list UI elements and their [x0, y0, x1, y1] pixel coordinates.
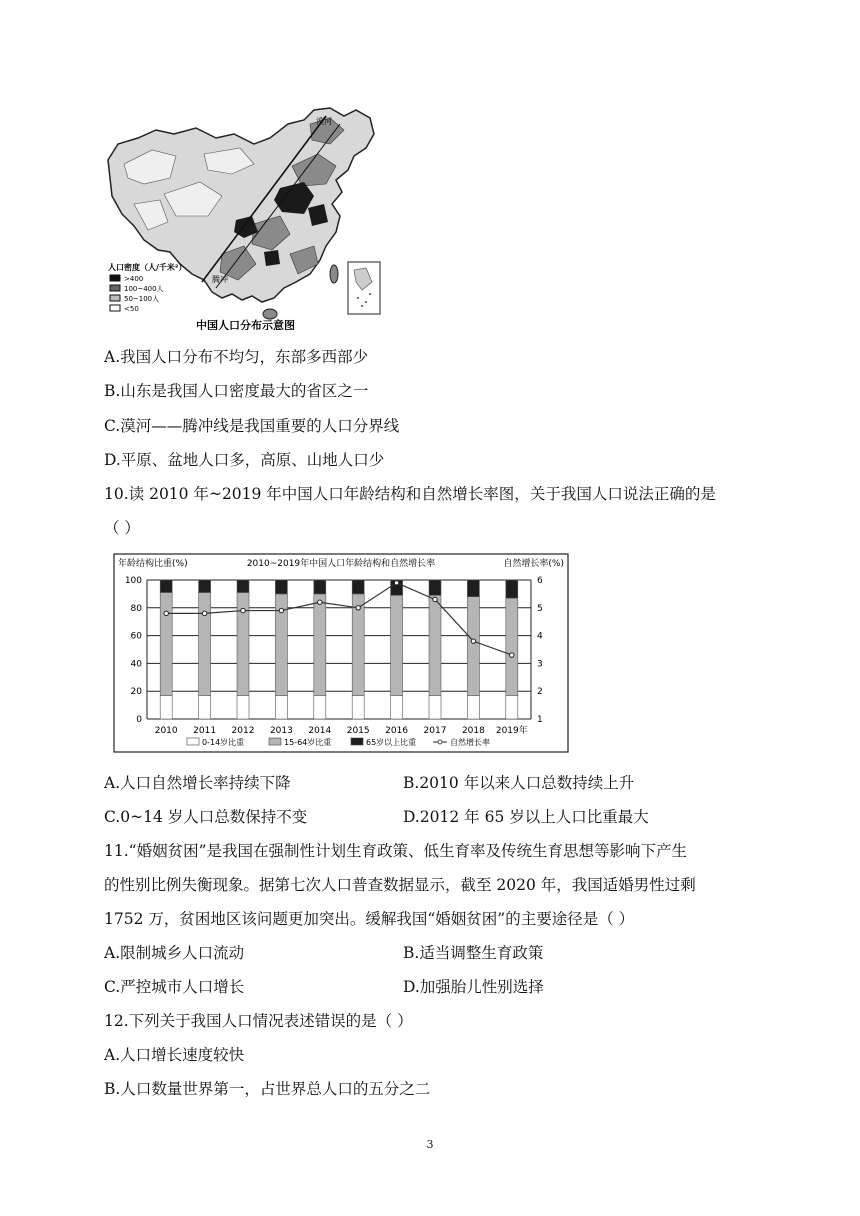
bar-segment [506, 598, 518, 695]
legend-item-3: 50~100人 [124, 295, 160, 303]
chart-frame [114, 554, 568, 752]
bar-segment [314, 594, 326, 695]
map-caption: 中国人口分布示意图 [196, 319, 295, 330]
bar-segment [160, 580, 172, 593]
bar-segment [467, 597, 479, 696]
legend-swatch [351, 738, 363, 745]
q11-option-c: C.严控城市人口增长 [104, 978, 245, 996]
y-tick-left: 80 [130, 603, 142, 614]
bar-segment [352, 580, 364, 594]
y-tick-left: 40 [130, 659, 142, 670]
legend-label: 自然增长率 [450, 738, 490, 747]
age-structure-chart [113, 553, 569, 753]
y-tick-left: 60 [130, 631, 142, 642]
x-tick-label: 2011 [193, 726, 217, 736]
bar-segment [429, 580, 441, 595]
growth-rate-point [164, 611, 168, 615]
q11-stem-line1: 11.“婚姻贫困”是我国在强制性计划生育政策、低生育率及传统生育思想等影响下产生 [104, 842, 688, 860]
q10-option-b: B.2010 年以来人口总数持续上升 [403, 774, 635, 792]
label-tengchong: 腾冲 [212, 275, 228, 284]
x-tick-label: 2014 [308, 726, 332, 736]
page-number: 3 [426, 1138, 434, 1151]
y-tick-left: 20 [130, 687, 142, 698]
growth-rate-point [356, 606, 360, 610]
legend-label: 15-64岁比重 [284, 738, 332, 747]
q9-option-b: B.山东是我国人口密度最大的省区之一 [104, 382, 369, 400]
growth-rate-point [510, 653, 514, 657]
bar-segment [391, 695, 403, 719]
bar-segment [467, 695, 479, 719]
legend-item-4: <50 [124, 305, 139, 313]
legend-title: 人口密度（人/千米²） [108, 263, 187, 272]
q10-option-d: D.2012 年 65 岁以上人口比重最大 [403, 808, 649, 826]
growth-rate-point [471, 639, 475, 643]
bar-segment [160, 695, 172, 719]
q11-stem-line3: 1752 万，贫困地区该问题更加突出。缓解我国“婚姻贫困”的主要途径是（ ） [104, 910, 635, 928]
x-tick-label: 2013 [269, 726, 293, 736]
bar-segment [199, 695, 211, 719]
q10-stem-line1: 10.读 2010 年~2019 年中国人口年龄结构和自然增长率图，关于我国人口说法正确的是 [104, 485, 716, 503]
bar-segment [391, 595, 403, 695]
bar-segment [199, 593, 211, 696]
y-tick-right: 1 [537, 715, 543, 725]
y-axis-right-label: 自然增长率(%) [503, 559, 564, 569]
growth-rate-point [318, 600, 322, 604]
bar-segment [275, 580, 287, 594]
q10-stem-line2: （ ） [104, 519, 140, 537]
china-population-map [104, 104, 386, 330]
legend-swatch-4 [110, 305, 120, 311]
q9-option-c: C.漠河——腾冲线是我国重要的人口分界线 [104, 417, 400, 435]
bar-segment [160, 593, 172, 696]
q11-stem-line2: 的性别比例失衡现象。据第七次人口普查数据显示，截至 2020 年，我国适婚男性过剩 [104, 876, 696, 894]
growth-rate-point [279, 608, 283, 612]
y-axis-left-label: 年龄结构比重(%) [118, 559, 188, 569]
x-tick-label: 2016 [385, 726, 409, 736]
q10-option-c: C.0~14 岁人口总数保持不变 [104, 808, 308, 826]
x-tick-label: 2017 [423, 726, 447, 736]
bar-segment [199, 580, 211, 593]
legend-marker [438, 740, 442, 744]
bar-segment [506, 580, 518, 598]
q11-option-a: A.限制城乡人口流动 [104, 944, 245, 962]
bar-segment [237, 695, 249, 719]
growth-rate-point [394, 581, 398, 585]
bar-segment [275, 695, 287, 719]
q12-option-b: B.人口数量世界第一，占世界总人口的五分之二 [104, 1080, 431, 1098]
y-tick-left: 100 [124, 576, 142, 586]
y-tick-right: 2 [537, 687, 543, 698]
x-tick-label: 2018 [461, 726, 485, 736]
q11-option-b: B.适当调整生育政策 [403, 944, 544, 962]
legend-swatch-2 [110, 285, 120, 291]
legend-item-2: 100~400人 [124, 285, 164, 293]
bar-segment [314, 695, 326, 719]
q9-option-a: A.我国人口分布不均匀，东部多西部少 [104, 348, 369, 366]
legend-item-1: >400 [124, 275, 144, 283]
y-tick-left: 0 [136, 715, 142, 725]
bar-segment [506, 695, 518, 719]
chart-title: 2010~2019年中国人口年龄结构和自然增长率 [246, 559, 436, 569]
bar-segment [352, 695, 364, 719]
bar-segment [237, 580, 249, 593]
q9-option-d: D.平原、盆地人口多，高原、山地人口少 [104, 451, 385, 469]
legend-swatch-1 [110, 275, 120, 281]
q12-stem: 12.下列关于我国人口情况表述错误的是（ ） [104, 1012, 413, 1030]
bar-segment [314, 580, 326, 594]
x-tick-label: 2015 [346, 726, 370, 736]
growth-rate-point [202, 611, 206, 615]
q11-option-d: D.加强胎儿性别选择 [403, 978, 544, 996]
legend-label: 0-14岁比重 [202, 738, 245, 747]
y-tick-right: 3 [537, 659, 543, 670]
legend-swatch [269, 738, 281, 745]
q10-option-a: A.人口自然增长率持续下降 [104, 774, 291, 792]
legend-swatch [187, 738, 199, 745]
growth-rate-point [433, 597, 437, 601]
bar-segment [467, 580, 479, 597]
y-tick-right: 6 [537, 576, 543, 586]
bar-segment [429, 695, 441, 719]
legend-swatch-3 [110, 295, 120, 301]
x-tick-label: 2019年 [495, 726, 528, 736]
label-mohe: 漠河 [316, 117, 332, 126]
growth-rate-point [241, 608, 245, 612]
bar-segment [429, 595, 441, 695]
y-tick-right: 5 [537, 603, 543, 614]
q12-option-a: A.人口增长速度较快 [104, 1046, 245, 1064]
legend-label: 65岁以上比重 [366, 738, 417, 747]
x-tick-label: 2010 [154, 726, 178, 736]
x-tick-label: 2012 [231, 726, 255, 736]
y-tick-right: 4 [537, 631, 543, 642]
